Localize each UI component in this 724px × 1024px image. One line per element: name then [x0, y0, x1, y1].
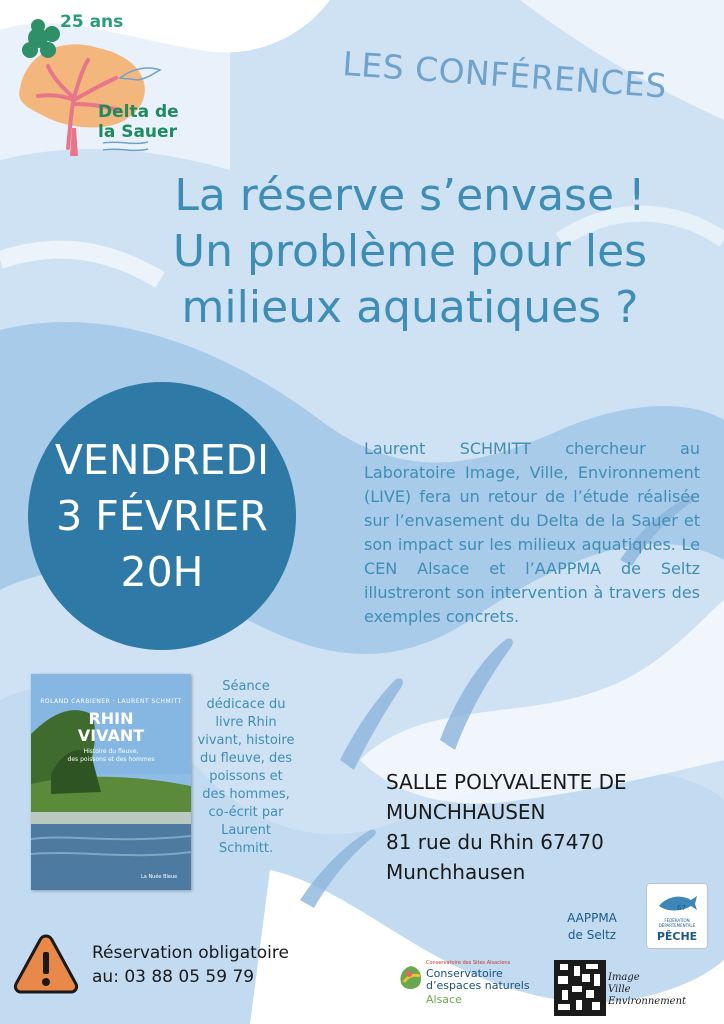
cen-alsace-logo — [398, 960, 538, 1012]
reservation-info — [92, 941, 289, 989]
peche-federation-logo — [646, 883, 708, 949]
event-day: VENDREDI — [54, 436, 270, 484]
live-line2: Ville — [608, 984, 631, 995]
title-line3: milieux aquatiques ? — [181, 282, 639, 333]
cen-name-line2: d’espaces naturels — [426, 979, 530, 992]
title-line2: Un problème pour les — [172, 226, 648, 277]
title-line1: La réserve s’envase ! — [174, 170, 646, 221]
cen-top-text: Conservatoire des Sites Alsaciens — [426, 960, 511, 966]
logo-name-line2: la Sauer — [98, 122, 177, 142]
live-text — [608, 972, 686, 1008]
peche-name: PÊCHE — [656, 930, 698, 943]
aappma-line2: de Seltz — [567, 928, 617, 942]
book-authors: ROLAND CARBIENER · LAURENT SCHMITT — [40, 698, 182, 705]
logo-name — [98, 102, 179, 142]
aappma-line1: AAPPMA — [567, 911, 617, 925]
book-title-line1: RHIN — [88, 709, 134, 728]
event-time: 20H — [120, 548, 204, 596]
delta-sauer-logo — [8, 8, 208, 168]
book-title — [31, 710, 191, 744]
venue-line2: MUNCHHAUSEN — [386, 800, 546, 824]
cen-region: Alsace — [426, 993, 462, 1006]
cen-emblem-icon — [398, 964, 424, 992]
logo-name-line1: Delta de — [98, 102, 179, 122]
book-subtitle-line1: Histoire du fleuve, — [83, 748, 139, 755]
cen-name — [426, 968, 530, 992]
main-title — [110, 168, 710, 336]
venue-line4: Munchhausen — [386, 860, 526, 884]
aappma-label — [552, 910, 632, 944]
live-lab-logo — [552, 958, 712, 1018]
warning-icon — [12, 932, 80, 994]
cen-name-line1: Conservatoire — [426, 967, 503, 980]
book-signing-text: Séance dédicace du livre Rhin vivant, histoire du fleuve, des poissons et des hommes, co-écrit par Laurent Schmitt. — [197, 679, 295, 856]
book-subtitle-line2: des poissons et des hommes — [67, 756, 155, 763]
live-emblem-icon — [552, 958, 608, 1018]
live-line1: Image — [608, 972, 640, 983]
logo-years: 25 ans — [60, 12, 124, 32]
venue-line3: 81 rue du Rhin 67470 — [386, 830, 604, 854]
live-line3: Environnement — [608, 996, 687, 1007]
book-subtitle — [31, 748, 191, 764]
book-cover-photo — [31, 674, 191, 890]
reservation-phone: au: 03 88 05 59 79 — [92, 967, 255, 987]
section-title: LES CONFÉRENCES — [341, 44, 669, 106]
peche-number: 67 — [677, 904, 686, 912]
book-title-line2: VIVANT — [77, 726, 145, 745]
event-date-circle — [28, 382, 296, 650]
reservation-line1: Réservation obligatoire — [92, 943, 289, 963]
event-description: Laurent SCHMITT chercheur au Laboratoire Image, Ville, Environnement (LIVE) fera un retour de l’étude réalisée sur l’envasement du Delta de la Sauer et son impact sur les milieux aquatiques. Le CEN Alsace et l’AAPPMA de Seltz illustreront son intervention à travers des exemples concrets. — [364, 439, 700, 626]
book-cover — [31, 674, 191, 890]
book-publisher: La Nuée Bleue — [141, 874, 178, 880]
peche-federation-text: FÉDÉRATION DÉPARTEMENTALE — [658, 918, 696, 928]
venue-address — [386, 767, 706, 887]
event-date: 3 FÉVRIER — [56, 492, 268, 540]
venue-line1: SALLE POLYVALENTE DE — [386, 770, 627, 794]
